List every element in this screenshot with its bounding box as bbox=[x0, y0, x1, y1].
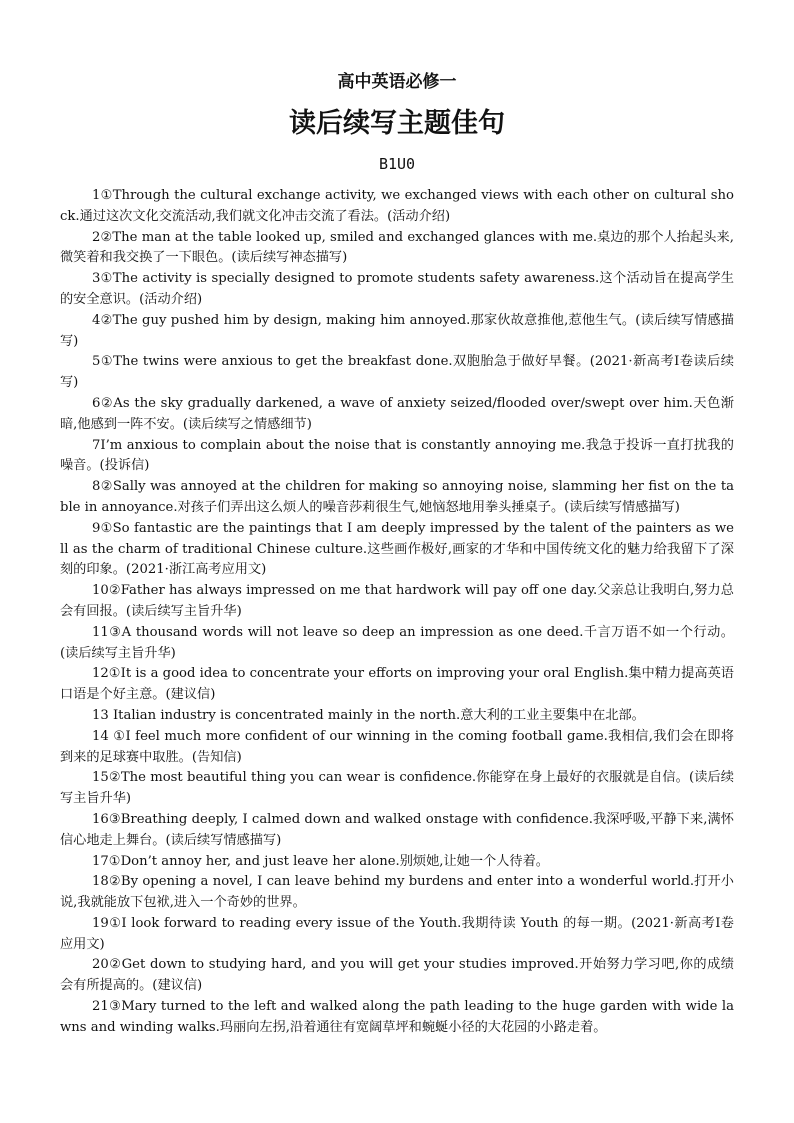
sentence-item: 6②As the sky gradually darkened, a wave of anxiety seized/flooded over/swept over him.天色渐暗,他感到一阵不安。(读后续写之情感细节) bbox=[60, 395, 734, 432]
sentence-item: 21③Mary turned to the left and walked along the path leading to the huge garden with wide lawns and winding walks.玛丽向左拐,沿着通往有宽阔草坪和蜿蜒小径的大花园的小路走着。 bbox=[60, 999, 734, 1035]
sentence-item: 4②The guy pushed him by design, making him annoyed.那家伙故意推他,惹他生气。(读后续写情感描写) bbox=[60, 312, 734, 349]
sentence-item: 12①It is a good idea to concentrate your efforts on improving your oral English.集中精力提高英语口语是个好主意。(建议信) bbox=[60, 666, 734, 703]
sentence-list bbox=[60, 186, 734, 1039]
sentence-item: 8②Sally was annoyed at the children for making so annoying noise, slamming her fist on the table in annoyance.对孩子们弄出这么烦人的噪音莎莉很生气,她恼怒地用拳头捶桌子。(读后续写情感描写) bbox=[60, 479, 734, 515]
sentence-item: 1①Through the cultural exchange activity, we exchanged views with each other on cultural shock.通过这次文化交流活动,我们就文化冲击交流了看法。(活动介绍) bbox=[60, 188, 734, 224]
sentence-item: 15②The most beautiful thing you can wear is confidence.你能穿在身上最好的衣服就是自信。(读后续写主旨升华) bbox=[60, 770, 734, 807]
sentence-item: 2②The man at the table looked up, smiled and exchanged glances with me.桌边的那个人抬起头来,微笑着和我交换了一下眼色。(读后续写神态描写) bbox=[60, 229, 734, 266]
sentence-item: 18②By opening a novel, I can leave behind my burdens and enter into a wonderful world.打开小说,我就能放下包袱,进入一个奇妙的世界。 bbox=[60, 874, 734, 911]
sentence-item: 7I’m anxious to complain about the noise that is constantly annoying me.我急于投诉一直打扰我的噪音。(投诉信) bbox=[60, 437, 734, 474]
sentence-item: 19①I look forward to reading every issue of the Youth.我期待读 Youth 的每一期。(2021·新高考Ⅰ卷应用文) bbox=[60, 915, 734, 952]
sentence-item: 9①So fantastic are the paintings that I am deeply impressed by the talent of the painters as well as the charm of traditional Chinese culture.这些画作极好,画家的才华和中国传统文化的魅力给我留下了深刻的印象。(2021·浙江高考应用文) bbox=[60, 520, 734, 578]
sentence-item: 13 Italian industry is concentrated mainly in the north.意大利的工业主要集中在北部。 bbox=[92, 707, 645, 723]
sentence-item: 17①Don’t annoy her, and just leave her alone.别烦她,让她一个人待着。 bbox=[92, 853, 549, 869]
sentence-item: 14 ①I feel much more confident of our winning in the coming football game.我相信,我们会在即将到来的足球赛中取胜。(告知信) bbox=[60, 728, 734, 765]
sentence-item: 10②Father has always impressed on me that hardwork will pay off one day.父亲总让我明白,努力总会有回报。(读后续写主旨升华) bbox=[60, 583, 734, 619]
sentence-item: 3①The activity is specially designed to promote students safety awareness.这个活动旨在提高学生的安全意识。(活动介绍) bbox=[60, 271, 734, 307]
unit-label: B1U0 bbox=[378, 155, 416, 173]
sentence-item: 20②Get down to studying hard, and you will get your studies improved.开始努力学习吧,你的成绩会有所提高的。(建议信) bbox=[60, 957, 734, 994]
page-title: 读后续写主题佳句 bbox=[289, 108, 505, 139]
sentence-item: 5①The twins were anxious to get the breakfast done.双胞胎急于做好早餐。(2021·新高考Ⅰ卷读后续写) bbox=[60, 354, 734, 391]
sentence-item: 11③A thousand words will not leave so deep an impression as one deed.千言万语不如一个行动。(读后续写主旨升华) bbox=[60, 624, 734, 661]
sentence-item: 16③Breathing deeply, I calmed down and walked onstage with confidence.我深呼吸,平静下来,满怀信心地走上舞台。(读后续写情感描写) bbox=[60, 811, 734, 848]
course-title: 高中英语必修一 bbox=[337, 72, 457, 92]
